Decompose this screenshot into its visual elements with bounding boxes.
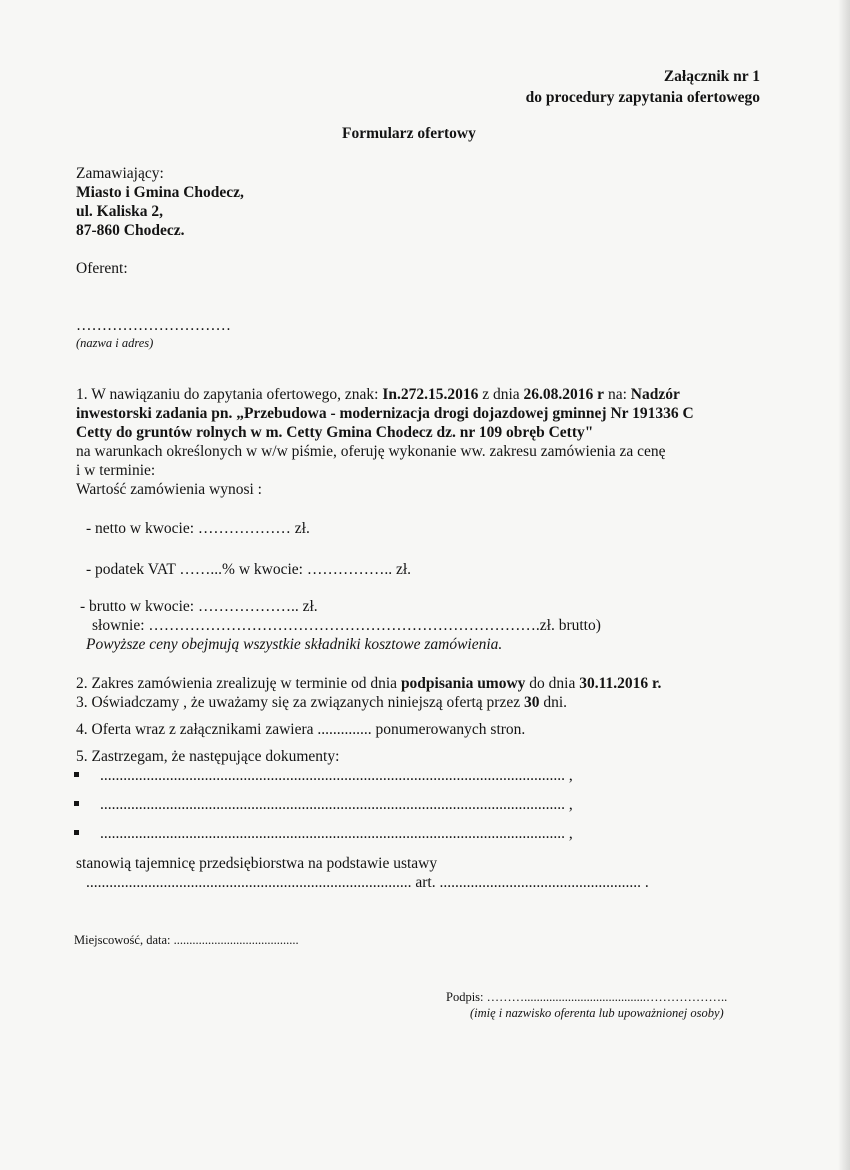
section3-days: dni. bbox=[539, 694, 568, 711]
section1-line3: Cetty do gruntów rolnych w m. Cetty Gmina Chodecz dz. nr 109 obręb Cetty" bbox=[76, 424, 594, 441]
signature-caption: (imię i nazwisko oferenta lub upoważnionej osoby) bbox=[470, 1006, 724, 1020]
order-value-label: Wartość zamówienia wynosi : bbox=[76, 481, 262, 498]
bullet-icon bbox=[74, 772, 79, 777]
net-amount-line: - netto w kwocie: ……………… zł. bbox=[86, 520, 310, 537]
orderer-label: Zamawiający: bbox=[76, 165, 164, 182]
orderer-street: ul. Kaliska 2, bbox=[76, 203, 163, 220]
section1-on: na: bbox=[604, 386, 631, 403]
signature-line: Podpis: ……….......................................……………….. bbox=[446, 990, 728, 1004]
completion-date: 30.11.2016 r. bbox=[579, 675, 662, 692]
bidder-caption: (nazwa i adres) bbox=[76, 336, 154, 350]
bidder-dots: ………………………… bbox=[76, 317, 231, 334]
document-item-1: ........................................................................................................................ , bbox=[100, 767, 573, 784]
section1-intro: 1. W nawiązaniu do zapytania ofertowego, znak: bbox=[76, 386, 383, 403]
attachment-procedure: do procedury zapytania ofertowego bbox=[525, 89, 760, 106]
section5-intro: 5. Zastrzegam, że następujące dokumenty: bbox=[76, 748, 340, 765]
section2-text: 2. Zakres zamówienia zrealizuję w terminie od dnia bbox=[76, 675, 401, 692]
orderer-name: Miasto i Gmina Chodecz, bbox=[76, 184, 244, 201]
vat-amount-line: - podatek VAT ……...% w kwocie: …………….. zł. bbox=[86, 561, 412, 578]
amount-in-words-line: słownie: ………………………………………………………………….zł. brutto) bbox=[92, 617, 601, 634]
section3-text: 3. Oświadczamy , że uważamy się za związanych niniejszą ofertą przez bbox=[76, 694, 524, 711]
document-item-2: ........................................................................................................................ , bbox=[100, 796, 573, 813]
price-note: Powyższe ceny obejmują wszystkie składniki kosztowe zamówienia. bbox=[86, 636, 503, 653]
section2-until: do dnia bbox=[525, 675, 580, 692]
trade-secret-line: stanowią tajemnicę przedsiębiorstwa na podstawie ustawy bbox=[76, 855, 438, 872]
bullet-icon bbox=[74, 801, 79, 806]
attachment-number: Załącznik nr 1 bbox=[663, 68, 760, 85]
contract-signing: podpisania umowy bbox=[400, 675, 526, 692]
section2-line bbox=[76, 675, 661, 693]
section1-line5: i w terminie: bbox=[76, 462, 156, 479]
bidder-label: Oferent: bbox=[76, 260, 128, 277]
task-name-start: Nadzór bbox=[630, 386, 680, 403]
orderer-city: 87-860 Chodecz. bbox=[76, 222, 185, 239]
section4-line: 4. Oferta wraz z załącznikami zawiera .............. ponumerowanych stron. bbox=[76, 721, 526, 738]
act-line: .................................................................................... art. .................................................... . bbox=[86, 874, 649, 891]
document-item-3: ........................................................................................................................ , bbox=[100, 825, 573, 842]
section1-line1 bbox=[76, 386, 680, 404]
request-date: 26.08.2016 r bbox=[523, 386, 605, 403]
section1-line4: na warunkach określonych w w/w piśmie, oferuję wykonanie ww. zakresu zamówienia za cenę bbox=[76, 443, 666, 460]
bullet-icon bbox=[74, 830, 79, 835]
section3-line bbox=[76, 694, 567, 712]
place-date-line: Miejscowość, data: ........................................ bbox=[74, 933, 299, 947]
form-title: Formularz ofertowy bbox=[342, 125, 476, 142]
binding-days: 30 bbox=[523, 694, 540, 711]
scan-edge bbox=[838, 0, 850, 1170]
gross-amount-line: - brutto w kwocie: ……………….. zł. bbox=[80, 598, 318, 615]
section1-date-label: z dnia bbox=[478, 386, 524, 403]
section1-line2: inwestorski zadania pn. „Przebudowa - modernizacja drogi dojazdowej gminnej Nr 191336 C bbox=[76, 405, 694, 422]
reference-number: In.272.15.2016 bbox=[382, 386, 479, 403]
